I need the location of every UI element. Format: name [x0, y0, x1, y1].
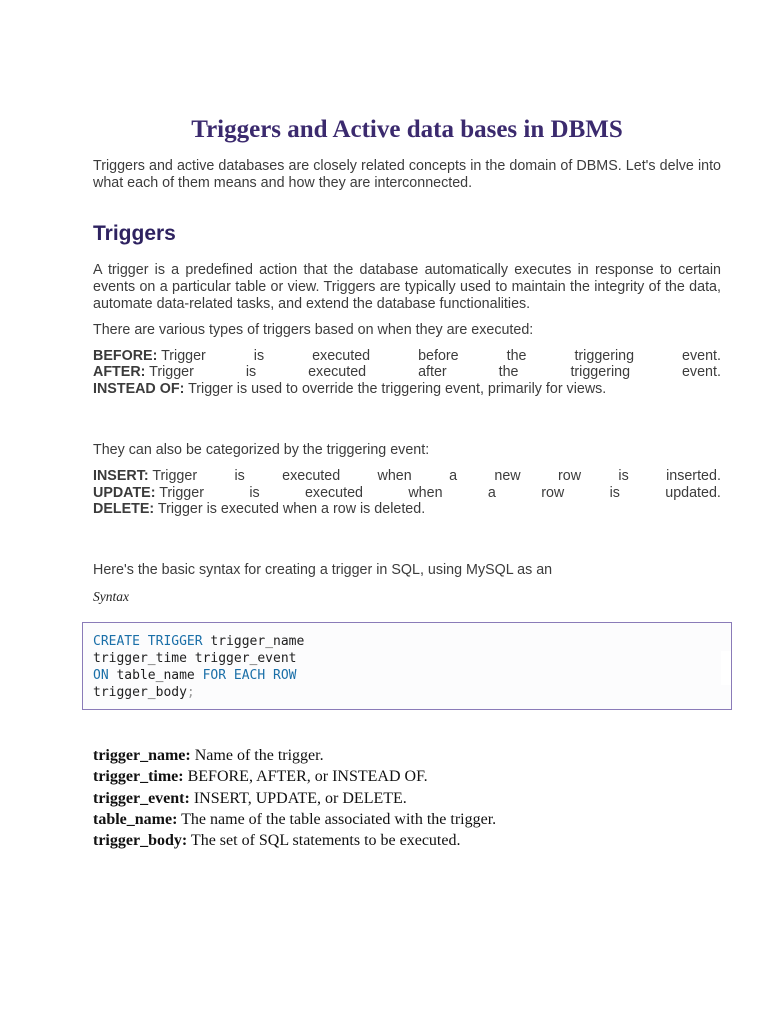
- syntax-intro: Here's the basic syntax for creating a trigger in SQL, using MySQL as an: [93, 562, 553, 578]
- scroll-edge-mark: [721, 651, 731, 685]
- code-block: [82, 622, 732, 710]
- definition-term: trigger_name:: [93, 747, 191, 764]
- word: row: [557, 468, 582, 484]
- event-type-insert: [93, 468, 721, 485]
- word: executed: [312, 348, 371, 364]
- word: Trigger: [159, 485, 204, 501]
- word: when: [377, 468, 412, 484]
- definition-item: [93, 831, 721, 851]
- word: is: [253, 348, 265, 364]
- word: a: [487, 485, 496, 501]
- code-text: trigger_name: [202, 634, 305, 649]
- timing-type-after: [93, 364, 721, 381]
- code-line-2: trigger_time trigger_event: [93, 651, 297, 666]
- type-label: UPDATE:: [93, 485, 156, 501]
- sql-keyword: CREATE TRIGGER: [93, 634, 203, 649]
- sql-keyword: ON: [93, 668, 109, 683]
- definition-item: [93, 789, 721, 809]
- word: after: [418, 364, 447, 380]
- event-intro: They can also be categorized by the triggering event:: [93, 442, 430, 458]
- code-line-4: [93, 684, 195, 701]
- word: row: [541, 485, 565, 501]
- word: the: [506, 348, 527, 364]
- type-label: INSTEAD OF:: [93, 381, 185, 397]
- triggers-heading: Triggers: [93, 222, 176, 245]
- word: the: [498, 364, 519, 380]
- definition-term: trigger_body:: [93, 832, 188, 849]
- definition-item: [93, 767, 721, 787]
- timing-type-instead-of: [93, 381, 721, 398]
- type-label: INSERT:: [93, 468, 149, 484]
- word: is: [249, 485, 260, 501]
- word: is: [234, 468, 245, 484]
- word: a: [449, 468, 458, 484]
- type-label: BEFORE:: [93, 348, 158, 364]
- word: executed: [308, 364, 367, 380]
- timing-type-before: [93, 348, 721, 365]
- word: Trigger: [161, 348, 206, 364]
- definition-term: trigger_time:: [93, 768, 184, 785]
- event-type-update: [93, 485, 721, 502]
- code-line-1: [93, 633, 304, 650]
- page-title: Triggers and Active data bases in DBMS: [191, 116, 623, 143]
- definition-desc: The set of SQL statements to be executed.: [187, 832, 461, 849]
- word: Trigger: [149, 364, 194, 380]
- word: inserted.: [666, 468, 721, 484]
- word: executed: [304, 485, 364, 501]
- definition-desc: Name of the trigger.: [190, 747, 324, 764]
- definition-item: [93, 810, 721, 830]
- word: is: [609, 485, 620, 501]
- word: Trigger: [152, 468, 198, 484]
- word: updated.: [665, 485, 721, 501]
- definition-item: [93, 746, 721, 766]
- word: event.: [681, 364, 721, 380]
- word: triggering: [570, 364, 631, 380]
- event-type-delete: [93, 501, 721, 518]
- trigger-definition-paragraph: A trigger is a predefined action that the database automatically executes in response to certain events on a particular table or view. Triggers are typically used to maintain the integrity of the data, automate data-related tasks, and extend the database functionalities.: [93, 262, 721, 312]
- code-punctuation: ;: [186, 685, 195, 700]
- sql-keyword: FOR EACH ROW: [202, 668, 297, 683]
- definition-term: trigger_event:: [93, 790, 190, 807]
- type-description: Trigger is executed when a row is deleted.: [157, 501, 426, 517]
- word: before: [418, 348, 459, 364]
- definition-desc: INSERT, UPDATE, or DELETE.: [189, 790, 407, 807]
- syntax-label: Syntax: [93, 589, 129, 604]
- type-label: AFTER:: [93, 364, 146, 380]
- code-text: table_name: [108, 668, 203, 683]
- word: is: [245, 364, 257, 380]
- type-label: DELETE:: [93, 501, 155, 517]
- definition-term: table_name:: [93, 811, 178, 828]
- definition-desc: The name of the table associated with the trigger.: [177, 811, 497, 828]
- word: is: [618, 468, 629, 484]
- word: event.: [682, 348, 721, 364]
- type-description: Trigger is used to override the triggering event, primarily for views.: [188, 381, 607, 397]
- word: triggering: [574, 348, 635, 364]
- word: executed: [282, 468, 341, 484]
- types-intro: There are various types of triggers based on when they are executed:: [93, 322, 534, 338]
- definition-desc: BEFORE, AFTER, or INSTEAD OF.: [183, 768, 428, 785]
- word: new: [494, 468, 521, 484]
- word: when: [408, 485, 443, 501]
- code-text: trigger_body: [93, 685, 187, 700]
- code-line-3: [93, 667, 297, 684]
- intro-paragraph: Triggers and active databases are closely related concepts in the domain of DBMS. Let's delve into what each of them means and how they are interconnected.: [93, 158, 721, 191]
